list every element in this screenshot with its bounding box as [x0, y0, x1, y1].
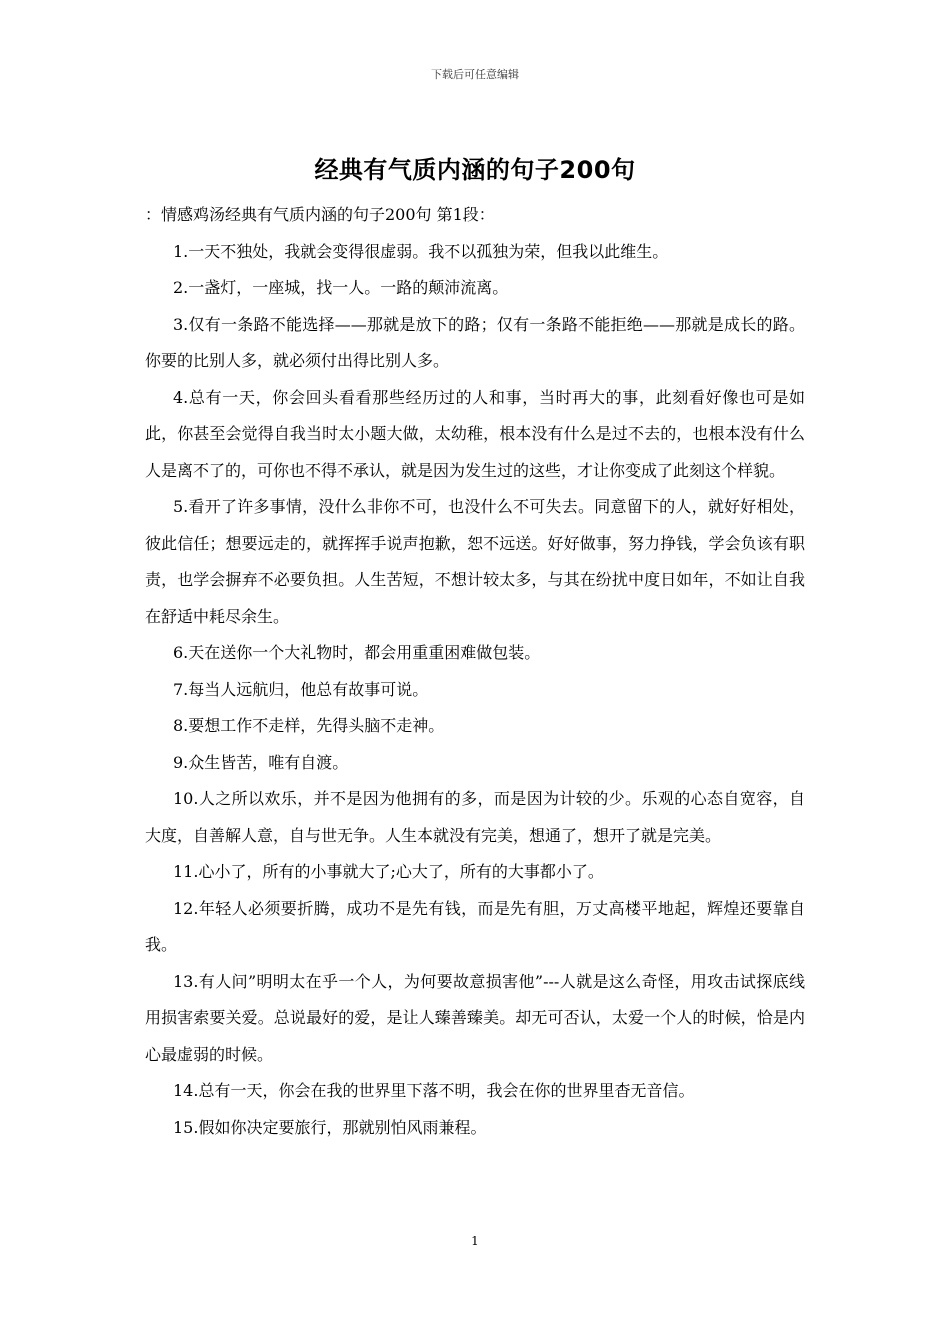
paragraph-8: 8.要想工作不走样，先得头脑不走神。 [173, 716, 445, 735]
page-number: 1 [471, 1234, 479, 1248]
document-body [145, 197, 805, 1146]
document-title: 经典有气质内涵的句子200句 [314, 156, 636, 184]
paragraph-4: 4.总有一天，你会回头看看那些经历过的人和事，当时再大的事，此刻看好像也可是如此，你甚至会觉得自我当时太小题大做，太幼稚，根本没有什么是过不去的，也根本没有什么人是离不了的，可你也不得不承认，就是因为发生过的这些，才让你变成了此刻这个样貌。 [145, 387, 805, 480]
paragraph-14: 14.总有一天，你会在我的世界里下落不明，我会在你的世界里杳无音信。 [173, 1081, 695, 1100]
paragraph-1: 1.一天不独处，我就会变得很虚弱。我不以孤独为荣，但我以此维生。 [173, 241, 669, 261]
page-header-note: 下载后可任意编辑 [431, 68, 519, 81]
paragraph-2: 2.一盏灯，一座城，找一人。一路的颠沛流离。 [173, 278, 509, 297]
paragraph-6: 6.天在送你一个大礼物时，都会用重重困难做包装。 [173, 643, 541, 662]
paragraph-9: 9.众生皆苦，唯有自渡。 [173, 752, 349, 772]
paragraph-7: 7.每当人远航归，他总有故事可说。 [173, 679, 429, 699]
intro-line: ：情感鸡汤经典有气质内涵的句子200句 第1段： [145, 205, 495, 224]
paragraph-13: 13.有人问”明明太在乎一个人，为何要故意损害他”---人就是这么奇怪，用攻击试探底线用损害索要关爱。总说最好的爱，是让人臻善臻美。却无可否认，太爱一个人的时候，恰是内心最虚弱的时候。 [145, 971, 805, 1064]
paragraph-10: 10.人之所以欢乐，并不是因为他拥有的多，而是因为计较的少。乐观的心态自宽容，自大度，自善解人意，自与世无争。人生本就没有完美，想通了，想开了就是完美。 [145, 789, 805, 845]
paragraph-3: 3.仅有一条路不能选择——那就是放下的路；仅有一条路不能拒绝——那就是成长的路。你要的比别人多，就必须付出得比别人多。 [145, 314, 805, 370]
paragraph-11: 11.心小了，所有的小事就大了;心大了，所有的大事都小了。 [173, 862, 604, 881]
paragraph-12: 12.年轻人必须要折腾，成功不是先有钱，而是先有胆，万丈高楼平地起，辉煌还要靠自我。 [145, 898, 805, 954]
paragraph-5: 5.看开了许多事情，没什么非你不可，也没什么不可失去。同意留下的人，就好好相处，彼此信任；想要远走的，就挥挥手说声抱歉，恕不远送。好好做事，努力挣钱，学会负该有职责，也学会摒弃不必要负担。人生苦短，不想计较太多，与其在纷扰中度日如年，不如让自我在舒适中耗尽余生。 [145, 497, 805, 626]
paragraph-15: 15.假如你决定要旅行，那就别怕风雨兼程。 [173, 1117, 487, 1137]
